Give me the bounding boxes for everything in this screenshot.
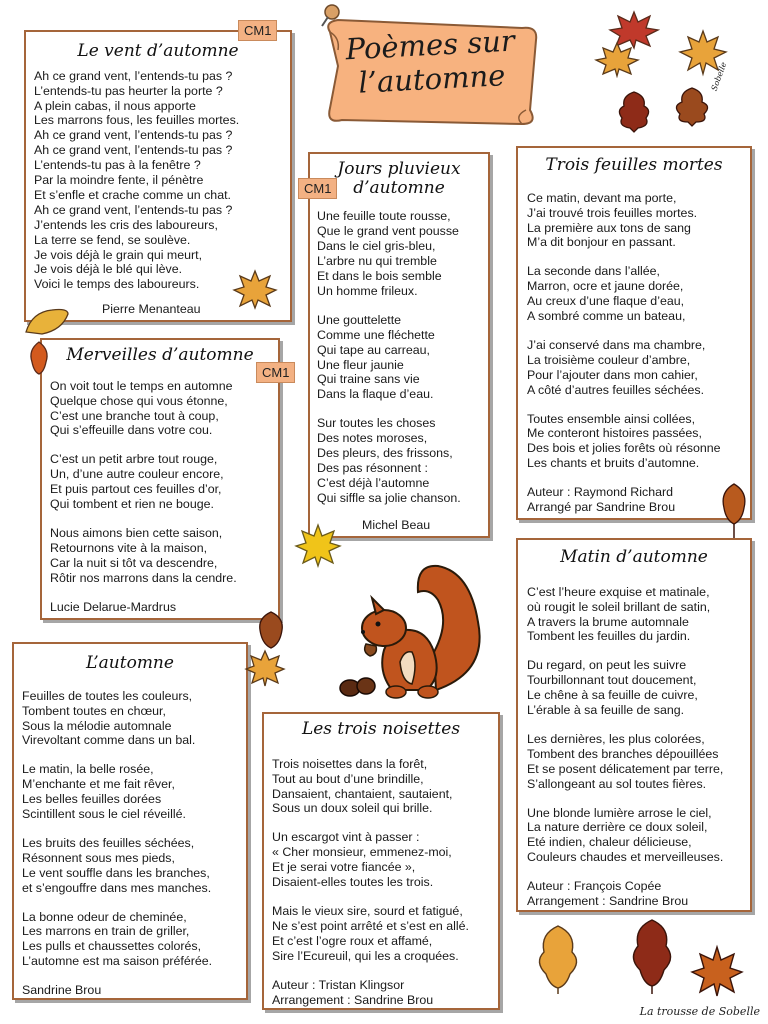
maple-leaf-icon	[594, 40, 640, 78]
poem-line: Comme une fléchette	[317, 327, 435, 342]
oak-leaf-icon	[26, 338, 52, 378]
poem-line: A côté d’autres feuilles séchées.	[527, 382, 705, 397]
poem-card-jours	[308, 152, 490, 538]
poem-line: Une blonde lumière arrose le ciel,	[527, 805, 712, 820]
level-badge: CM1	[256, 362, 295, 383]
poem-line: Sire l’Ecureuil, qui les a croquées.	[272, 948, 459, 963]
poem-card-merveilles	[40, 338, 280, 620]
poem-card-lautomne	[12, 642, 248, 1000]
poem-line: La première aux tons de sang	[527, 220, 691, 235]
poem-arranger: Arrangement : Sandrine Brou	[527, 894, 689, 909]
poem-line: Virevoltant comme dans un bal.	[22, 733, 196, 748]
poem-line: L’érable à sa feuille de sang.	[527, 703, 685, 718]
poem-line: Le vent souffle dans les branches,	[22, 865, 210, 880]
poem-line: Les bruits des feuilles séchées,	[22, 835, 195, 850]
poem-title: Merveilles d’automne	[66, 345, 254, 365]
poem-line: A sombré comme un bateau,	[527, 309, 686, 324]
poem-line: C’est l’heure exquise et matinale,	[527, 584, 710, 599]
poem-line: Des bois et jolies forêts où résonne	[527, 441, 721, 456]
poem-line: Tourbillonnant tout doucement,	[527, 673, 697, 688]
poem-line: Dans le ciel gris-bleu,	[317, 239, 436, 254]
poem-line: Dansaient, chantaient, sautaient,	[272, 786, 453, 801]
poem-title: Matin d’automne	[560, 547, 708, 567]
poem-author: Auteur : François Copée	[527, 879, 662, 894]
poem-line: Un escargot vint à passer :	[272, 830, 420, 845]
oak-leaf-icon	[716, 480, 752, 542]
poem-line: Je vois déjà le grain qui meurt,	[34, 247, 203, 262]
poem-line: Qui tape au carreau,	[317, 342, 430, 357]
poem-line: Mais le vieux sire, sourd et fatigué,	[272, 903, 463, 918]
poem-line: Les marrons en train de griller,	[22, 924, 190, 939]
footer-credit: La trousse de Sobelle	[639, 1005, 760, 1018]
poem-line: Tombent des branches dépouillées	[527, 746, 719, 761]
poem-body	[317, 209, 488, 505]
poem-line: Je vois déjà le blé qui lève.	[34, 262, 183, 277]
poem-line: Quelque chose qui vous étonne,	[50, 393, 228, 408]
poem-line: Et c’est l’ogre roux et affamé,	[272, 933, 433, 948]
poem-line: Tombent les feuilles du jardin.	[527, 629, 691, 644]
poem-line: A plein cabas, il nous apporte	[34, 98, 196, 113]
poem-line: Et puis partout ces feuilles d’or,	[50, 482, 222, 497]
poem-line: Ah ce grand vent, l’entends-tu pas ?	[34, 143, 233, 158]
poem-author: Auteur : Tristan Klingsor	[272, 977, 405, 992]
poem-author: Michel Beau	[362, 518, 431, 532]
poem-line: A travers la brume automnale	[527, 614, 689, 629]
poem-card-noisettes	[262, 712, 500, 1010]
poem-line: Rôtir nos marrons dans la cendre.	[50, 570, 237, 585]
poem-author: Pierre Menanteau	[102, 302, 201, 316]
poem-line: Au creux d’une flaque d’eau,	[527, 294, 685, 309]
poem-line: Nous aimons bien cette saison,	[50, 525, 223, 540]
poem-line: Et dans le bois semble	[317, 269, 442, 283]
poem-line: Ah ce grand vent, l’entends-tu pas ?	[34, 202, 233, 217]
poem-line: Pour l’ajouter dans mon cahier,	[527, 367, 698, 382]
poem-line: Trois noisettes dans la forêt,	[272, 756, 428, 771]
poem-line: C’est déjà l’automne	[317, 475, 430, 490]
poem-line: Qui traine sans vie	[317, 372, 420, 387]
poem-line: Sur toutes les choses	[317, 416, 436, 431]
poem-line: Une gouttelette	[317, 312, 402, 327]
poem-line: Les pulls et chaussettes colorés,	[22, 939, 202, 954]
poem-line: L’entends-tu pas heurter la porte ?	[34, 83, 223, 98]
poem-line: Une feuille toute rousse,	[317, 209, 451, 224]
poem-line: Qui s’effeuille dans votre cou.	[50, 423, 213, 438]
poem-author: Auteur : Raymond Richard	[527, 485, 674, 500]
poem-line: S’allongeant au sol toutes fières.	[527, 776, 707, 791]
poem-line: La terre se fend, se soulève.	[34, 232, 191, 247]
poem-line: La troisième couleur d’ambre,	[527, 352, 691, 367]
poem-title: Trois feuilles mortes	[545, 155, 723, 175]
poem-line: Les belles feuilles dorées	[22, 792, 162, 807]
poem-line: Me conteront histoires passées,	[527, 426, 702, 441]
chestnut-icon	[338, 672, 378, 700]
poem-line: Sous un doux soleil qui brille.	[272, 801, 433, 816]
poem-line: La nature derrière ce doux soleil,	[527, 820, 708, 835]
poem-line: J’ai conservé dans ma chambre,	[527, 337, 706, 352]
poem-line: On voit tout le temps en automne	[50, 378, 233, 393]
poem-line: Une fleur jaunie	[317, 357, 404, 372]
page-title	[320, 22, 541, 101]
poem-title-line1: Jours pluvieux	[337, 159, 461, 179]
poem-body	[272, 757, 498, 1008]
poem-line: L’automne est ma saison préférée.	[22, 954, 213, 969]
poem-line: Qui siffle sa jolie chanson.	[317, 490, 461, 505]
poem-line: Toutes ensemble ainsi collées,	[527, 411, 696, 426]
poem-line: Et s’enfle et crache comme un chat.	[34, 187, 231, 202]
poem-line: Ne s’est point arrêté et s’est en allé.	[272, 918, 469, 933]
poem-line: Tombent toutes en chœur,	[22, 703, 166, 718]
poem-line: Le matin, la belle rosée,	[22, 762, 154, 777]
poem-line: Qui tombent et rien ne bouge.	[50, 497, 214, 512]
poem-body	[22, 689, 246, 999]
poem-line: Disaient-elles toutes les trois.	[272, 875, 434, 890]
poem-line: Retournons vite à la maison,	[50, 540, 208, 555]
poem-line: J’ai trouvé trois feuilles mortes.	[527, 205, 698, 220]
poem-author: Sandrine Brou	[22, 983, 102, 998]
poem-title: Les trois noisettes	[301, 719, 461, 739]
poem-line: Des pleurs, des frissons,	[317, 446, 453, 461]
poem-line: J’entends les cris des laboureurs,	[34, 217, 218, 232]
poem-line: Feuilles de toutes les couleurs,	[22, 688, 193, 703]
poem-line: L’arbre nu qui tremble	[317, 254, 437, 269]
poem-line: Des notes moroses,	[317, 431, 428, 446]
poem-title-line2: d’automne	[353, 177, 445, 198]
oak-leaf-icon	[526, 922, 590, 994]
poem-line: Les dernières, les plus colorées,	[527, 731, 705, 746]
poem-line: Couleurs chaudes et merveilleuses.	[527, 850, 724, 865]
poem-line: Tout au bout d’une brindille,	[272, 771, 424, 786]
poem-title: L’automne	[86, 653, 174, 673]
poem-line: C’est un petit arbre tout rouge,	[50, 452, 218, 467]
oak-leaf-icon	[612, 88, 656, 134]
poem-arranger: Arrangement : Sandrine Brou	[272, 992, 434, 1007]
poem-line: Que le grand vent pousse	[317, 224, 459, 239]
poem-card-matin	[516, 538, 752, 912]
poem-line: Par la moindre fente, il pénètre	[34, 173, 204, 188]
page-title-line1: Poèmes sur	[344, 23, 516, 67]
poem-line: C’est une branche tout à coup,	[50, 408, 219, 423]
poem-line: Ce matin, devant ma porte,	[527, 190, 677, 205]
poem-line: L’entends-tu pas à la fenêtre ?	[34, 158, 201, 173]
poem-line: Les marrons fous, les feuilles mortes.	[34, 113, 240, 128]
oak-leaf-icon	[250, 608, 292, 652]
poem-line: Les chants et bruits d’automne.	[527, 456, 700, 471]
poem-line: M’a dit bonjour en passant.	[527, 235, 676, 250]
poem-title: Le vent d’automne	[77, 41, 239, 61]
poem-arranger: Arrangé par Sandrine Brou	[527, 500, 676, 515]
poem-body	[527, 585, 750, 910]
poem-line: où rougit le soleil brillant de satin,	[527, 599, 711, 614]
poem-line: M’enchante et me fait rêver,	[22, 777, 175, 792]
poem-line: Des pas résonnent :	[317, 460, 428, 475]
poem-line: Le chêne à sa feuille de cuivre,	[527, 688, 698, 703]
pushpin-icon	[318, 2, 344, 28]
maple-leaf-icon	[690, 944, 744, 1000]
poem-line: La bonne odeur de cheminée,	[22, 909, 187, 924]
level-badge: CM1	[238, 20, 277, 41]
signature-text: Sobelle	[709, 60, 729, 93]
poem-line: Dans la flaque d’eau.	[317, 387, 434, 402]
poem-line: Un, d’une autre couleur encore,	[50, 467, 224, 482]
poem-author: Lucie Delarue-Mardrus	[50, 599, 177, 614]
page-title-line2: l’automne	[357, 58, 507, 100]
poem-card-trois	[516, 146, 752, 520]
poem-line: Voici le temps des laboureurs.	[34, 277, 200, 292]
poem-line: Marron, ocre et jaune dorée,	[527, 279, 684, 294]
maple-leaf-icon	[294, 522, 342, 568]
oak-leaf-icon	[22, 304, 72, 340]
poem-line: Du regard, on peut les suivre	[527, 658, 687, 673]
maple-leaf-icon	[244, 648, 286, 688]
poem-line: Un homme frileux.	[317, 283, 418, 298]
poem-line: Eté indien, chaleur délicieuse,	[527, 835, 692, 850]
level-badge: CM1	[298, 178, 337, 199]
oak-leaf-icon	[668, 84, 716, 128]
poem-line: « Cher monsieur, emmenez-moi,	[272, 845, 452, 860]
poem-line: Et je serai votre fiancée »,	[272, 860, 416, 875]
poem-line: Et se posent délicatement par terre,	[527, 761, 724, 776]
poem-line: Ah ce grand vent, l’entends-tu pas ?	[34, 68, 233, 83]
poem-line: Car la nuit si tôt va descendre,	[50, 555, 218, 570]
poem-body	[527, 191, 750, 516]
poem-line: Sous la mélodie automnale	[22, 718, 172, 733]
poem-line: La seconde dans l’allée,	[527, 264, 660, 279]
maple-leaf-icon	[232, 268, 278, 310]
poem-body	[50, 379, 278, 615]
poem-body	[34, 69, 290, 293]
poem-line: Scintillent sous le ciel réveillé.	[22, 807, 186, 822]
poem-line: et s’engouffre dans mes manches.	[22, 880, 212, 895]
poem-line: Ah ce grand vent, l’entends-tu pas ?	[34, 128, 233, 143]
poem-line: Résonnent sous mes pieds,	[22, 850, 175, 865]
oak-leaf-icon	[622, 916, 682, 994]
